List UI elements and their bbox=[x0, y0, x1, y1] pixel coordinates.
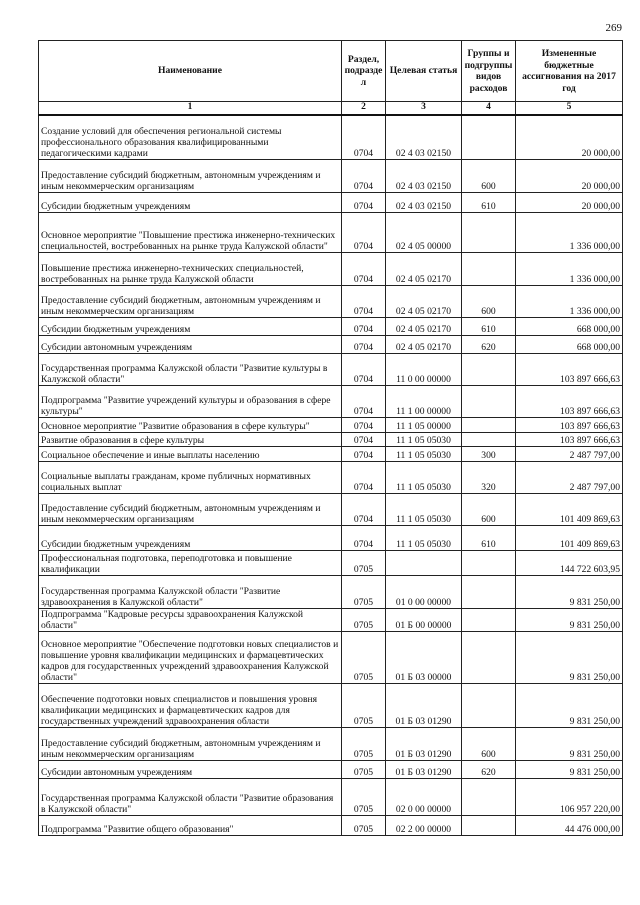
header-section: Раздел, подразде л bbox=[342, 41, 386, 102]
row-group bbox=[462, 386, 516, 418]
budget-table bbox=[38, 40, 623, 836]
table-row bbox=[39, 728, 623, 761]
table-row bbox=[39, 447, 623, 462]
row-section: 0704 bbox=[342, 115, 386, 160]
row-name: Социальные выплаты гражданам, кроме публичных нормативных социальных выплат bbox=[39, 462, 342, 494]
row-section: 0705 bbox=[342, 816, 386, 836]
row-group bbox=[462, 609, 516, 632]
row-section: 0705 bbox=[342, 761, 386, 779]
row-section: 0704 bbox=[342, 253, 386, 286]
row-amount: 101 409 869,63 bbox=[516, 526, 623, 551]
row-name: Предоставление субсидий бюджетным, автономным учреждениям и иным некоммерческим организациям bbox=[39, 286, 342, 318]
table-row bbox=[39, 551, 623, 576]
row-amount: 20 000,00 bbox=[516, 193, 623, 213]
col-number: 2 bbox=[342, 102, 386, 115]
row-section: 0704 bbox=[342, 193, 386, 213]
row-name: Развитие образования в сфере культуры bbox=[39, 433, 342, 447]
row-name: Создание условий для обеспечения региональной системы профессионального образования квалифицированными педагогическими кадрами bbox=[39, 115, 342, 160]
row-group: 620 bbox=[462, 761, 516, 779]
table-row bbox=[39, 494, 623, 526]
row-name: Субсидии бюджетным учреждениям bbox=[39, 193, 342, 213]
row-amount: 2 487 797,00 bbox=[516, 447, 623, 462]
row-amount: 1 336 000,00 bbox=[516, 213, 623, 253]
row-name: Государственная программа Калужской области "Развитие образования в Калужской области" bbox=[39, 779, 342, 816]
row-amount: 103 897 666,63 bbox=[516, 386, 623, 418]
row-section: 0704 bbox=[342, 318, 386, 336]
table-row bbox=[39, 386, 623, 418]
table-row bbox=[39, 115, 623, 160]
col-number: 3 bbox=[386, 102, 462, 115]
row-target: 11 1 05 05030 bbox=[386, 447, 462, 462]
row-target: 02 4 05 02170 bbox=[386, 253, 462, 286]
row-amount: 668 000,00 bbox=[516, 336, 623, 354]
row-section: 0705 bbox=[342, 576, 386, 609]
row-name: Предоставление субсидий бюджетным, автономным учреждениям и иным некоммерческим организациям bbox=[39, 160, 342, 193]
row-name: Социальное обеспечение и иные выплаты населению bbox=[39, 447, 342, 462]
row-amount: 9 831 250,00 bbox=[516, 609, 623, 632]
header-amount: Измененные бюджетные ассигнования на 2017 год bbox=[516, 41, 623, 102]
row-group: 610 bbox=[462, 526, 516, 551]
row-target: 02 2 00 00000 bbox=[386, 816, 462, 836]
header-target: Целевая статья bbox=[386, 41, 462, 102]
table-row bbox=[39, 433, 623, 447]
row-section: 0705 bbox=[342, 551, 386, 576]
row-target: 02 4 03 02150 bbox=[386, 115, 462, 160]
row-name: Предоставление субсидий бюджетным, автономным учреждениям и иным некоммерческим организациям bbox=[39, 494, 342, 526]
row-group bbox=[462, 213, 516, 253]
row-section: 0705 bbox=[342, 728, 386, 761]
column-number-row bbox=[39, 102, 623, 115]
row-amount: 103 897 666,63 bbox=[516, 418, 623, 433]
row-amount: 20 000,00 bbox=[516, 115, 623, 160]
row-section: 0705 bbox=[342, 632, 386, 684]
col-number: 4 bbox=[462, 102, 516, 115]
row-amount: 101 409 869,63 bbox=[516, 494, 623, 526]
table-row bbox=[39, 213, 623, 253]
row-group bbox=[462, 576, 516, 609]
row-amount: 9 831 250,00 bbox=[516, 761, 623, 779]
table-row bbox=[39, 684, 623, 728]
row-amount: 9 831 250,00 bbox=[516, 632, 623, 684]
row-name: Основное мероприятие "Развитие образования в сфере культуры" bbox=[39, 418, 342, 433]
row-target: 02 4 03 02150 bbox=[386, 193, 462, 213]
table-row bbox=[39, 193, 623, 213]
row-section: 0704 bbox=[342, 336, 386, 354]
row-target: 01 Б 03 01290 bbox=[386, 761, 462, 779]
row-target: 01 Б 00 00000 bbox=[386, 609, 462, 632]
row-target: 02 0 00 00000 bbox=[386, 779, 462, 816]
row-name: Основное мероприятие "Повышение престижа инженерно-технических специальностей, востребованных на рынке труда Калужской области" bbox=[39, 213, 342, 253]
row-name: Предоставление субсидий бюджетным, автономным учреждениям и иным некоммерческим организациям bbox=[39, 728, 342, 761]
row-name: Государственная программа Калужской области "Развитие здравоохранения в Калужской области" bbox=[39, 576, 342, 609]
row-target: 01 Б 03 01290 bbox=[386, 728, 462, 761]
header-row bbox=[39, 41, 623, 102]
table-row bbox=[39, 318, 623, 336]
table-row bbox=[39, 354, 623, 386]
row-amount: 1 336 000,00 bbox=[516, 253, 623, 286]
row-target bbox=[386, 551, 462, 576]
row-name: Профессиональная подготовка, переподготовка и повышение квалификации bbox=[39, 551, 342, 576]
table-row bbox=[39, 632, 623, 684]
table-row bbox=[39, 160, 623, 193]
row-amount: 20 000,00 bbox=[516, 160, 623, 193]
row-target: 02 4 05 00000 bbox=[386, 213, 462, 253]
row-target: 11 1 05 05030 bbox=[386, 526, 462, 551]
row-section: 0704 bbox=[342, 418, 386, 433]
header-name: Наименование bbox=[39, 41, 342, 102]
table-row bbox=[39, 336, 623, 354]
row-target: 11 1 05 00000 bbox=[386, 418, 462, 433]
row-target: 02 4 05 02170 bbox=[386, 336, 462, 354]
row-group bbox=[462, 779, 516, 816]
table-row bbox=[39, 761, 623, 779]
row-name: Субсидии бюджетным учреждениям bbox=[39, 318, 342, 336]
row-section: 0704 bbox=[342, 213, 386, 253]
row-name: Государственная программа Калужской области "Развитие культуры в Калужской области" bbox=[39, 354, 342, 386]
header-groups: Группы и подгруппы видов расходов bbox=[462, 41, 516, 102]
row-name: Подпрограмма "Развитие общего образования" bbox=[39, 816, 342, 836]
row-amount: 103 897 666,63 bbox=[516, 354, 623, 386]
row-section: 0704 bbox=[342, 354, 386, 386]
row-section: 0704 bbox=[342, 286, 386, 318]
row-name: Субсидии бюджетным учреждениям bbox=[39, 526, 342, 551]
row-section: 0704 bbox=[342, 160, 386, 193]
col-number: 5 bbox=[516, 102, 623, 115]
row-target: 11 1 05 05030 bbox=[386, 494, 462, 526]
row-amount: 9 831 250,00 bbox=[516, 576, 623, 609]
row-amount: 106 957 220,00 bbox=[516, 779, 623, 816]
row-group: 610 bbox=[462, 193, 516, 213]
row-amount: 9 831 250,00 bbox=[516, 728, 623, 761]
row-target: 02 4 05 02170 bbox=[386, 286, 462, 318]
table-row bbox=[39, 779, 623, 816]
table-row bbox=[39, 816, 623, 836]
row-group: 600 bbox=[462, 494, 516, 526]
row-group: 600 bbox=[462, 728, 516, 761]
row-name: Обеспечение подготовки новых специалистов и повышения уровня квалификации медицинских и фармацевтических кадров для государственных учреждений здравоохранения области bbox=[39, 684, 342, 728]
row-name: Подпрограмма "Развитие учреждений культуры и образования в сфере культуры" bbox=[39, 386, 342, 418]
row-amount: 144 722 603,95 bbox=[516, 551, 623, 576]
row-amount: 9 831 250,00 bbox=[516, 684, 623, 728]
row-name: Повышение престижа инженерно-технических специальностей, востребованных на рынке труда Калужской области bbox=[39, 253, 342, 286]
row-target: 02 4 03 02150 bbox=[386, 160, 462, 193]
row-target: 11 1 00 00000 bbox=[386, 386, 462, 418]
row-target: 01 Б 03 00000 bbox=[386, 632, 462, 684]
row-group: 320 bbox=[462, 462, 516, 494]
row-target: 11 1 05 05030 bbox=[386, 462, 462, 494]
row-name: Основное мероприятие "Обеспечение подготовки новых специалистов и повышение уровня квалификации медицинских и фармацевтических кадров для государственных учреждений здравоохранения Калужской области" bbox=[39, 632, 342, 684]
row-name: Субсидии автономным учреждениям bbox=[39, 336, 342, 354]
row-section: 0704 bbox=[342, 386, 386, 418]
row-group: 600 bbox=[462, 286, 516, 318]
row-group: 610 bbox=[462, 318, 516, 336]
row-section: 0704 bbox=[342, 433, 386, 447]
row-section: 0704 bbox=[342, 462, 386, 494]
row-group bbox=[462, 418, 516, 433]
row-group bbox=[462, 632, 516, 684]
row-group bbox=[462, 684, 516, 728]
row-target: 02 4 05 02170 bbox=[386, 318, 462, 336]
table-row bbox=[39, 286, 623, 318]
row-section: 0704 bbox=[342, 526, 386, 551]
row-section: 0705 bbox=[342, 684, 386, 728]
page-number: 269 bbox=[605, 22, 622, 34]
row-amount: 103 897 666,63 bbox=[516, 433, 623, 447]
row-group bbox=[462, 115, 516, 160]
row-group bbox=[462, 816, 516, 836]
row-name: Подпрограмма "Кадровые ресурсы здравоохранения Калужской области" bbox=[39, 609, 342, 632]
row-section: 0705 bbox=[342, 779, 386, 816]
row-target: 11 1 05 05030 bbox=[386, 433, 462, 447]
row-amount: 44 476 000,00 bbox=[516, 816, 623, 836]
row-amount: 1 336 000,00 bbox=[516, 286, 623, 318]
table-row bbox=[39, 462, 623, 494]
row-section: 0704 bbox=[342, 447, 386, 462]
row-group bbox=[462, 253, 516, 286]
row-amount: 2 487 797,00 bbox=[516, 462, 623, 494]
row-group: 600 bbox=[462, 160, 516, 193]
row-group bbox=[462, 433, 516, 447]
table-row bbox=[39, 576, 623, 609]
row-amount: 668 000,00 bbox=[516, 318, 623, 336]
row-target: 01 0 00 00000 bbox=[386, 576, 462, 609]
table-row bbox=[39, 253, 623, 286]
row-group: 620 bbox=[462, 336, 516, 354]
row-target: 11 0 00 00000 bbox=[386, 354, 462, 386]
table-row bbox=[39, 526, 623, 551]
row-section: 0705 bbox=[342, 609, 386, 632]
table-row bbox=[39, 418, 623, 433]
row-group: 300 bbox=[462, 447, 516, 462]
table-row bbox=[39, 609, 623, 632]
row-group bbox=[462, 551, 516, 576]
row-section: 0704 bbox=[342, 494, 386, 526]
col-number: 1 bbox=[39, 102, 342, 115]
row-name: Субсидии автономным учреждениям bbox=[39, 761, 342, 779]
row-target: 01 Б 03 01290 bbox=[386, 684, 462, 728]
row-group bbox=[462, 354, 516, 386]
